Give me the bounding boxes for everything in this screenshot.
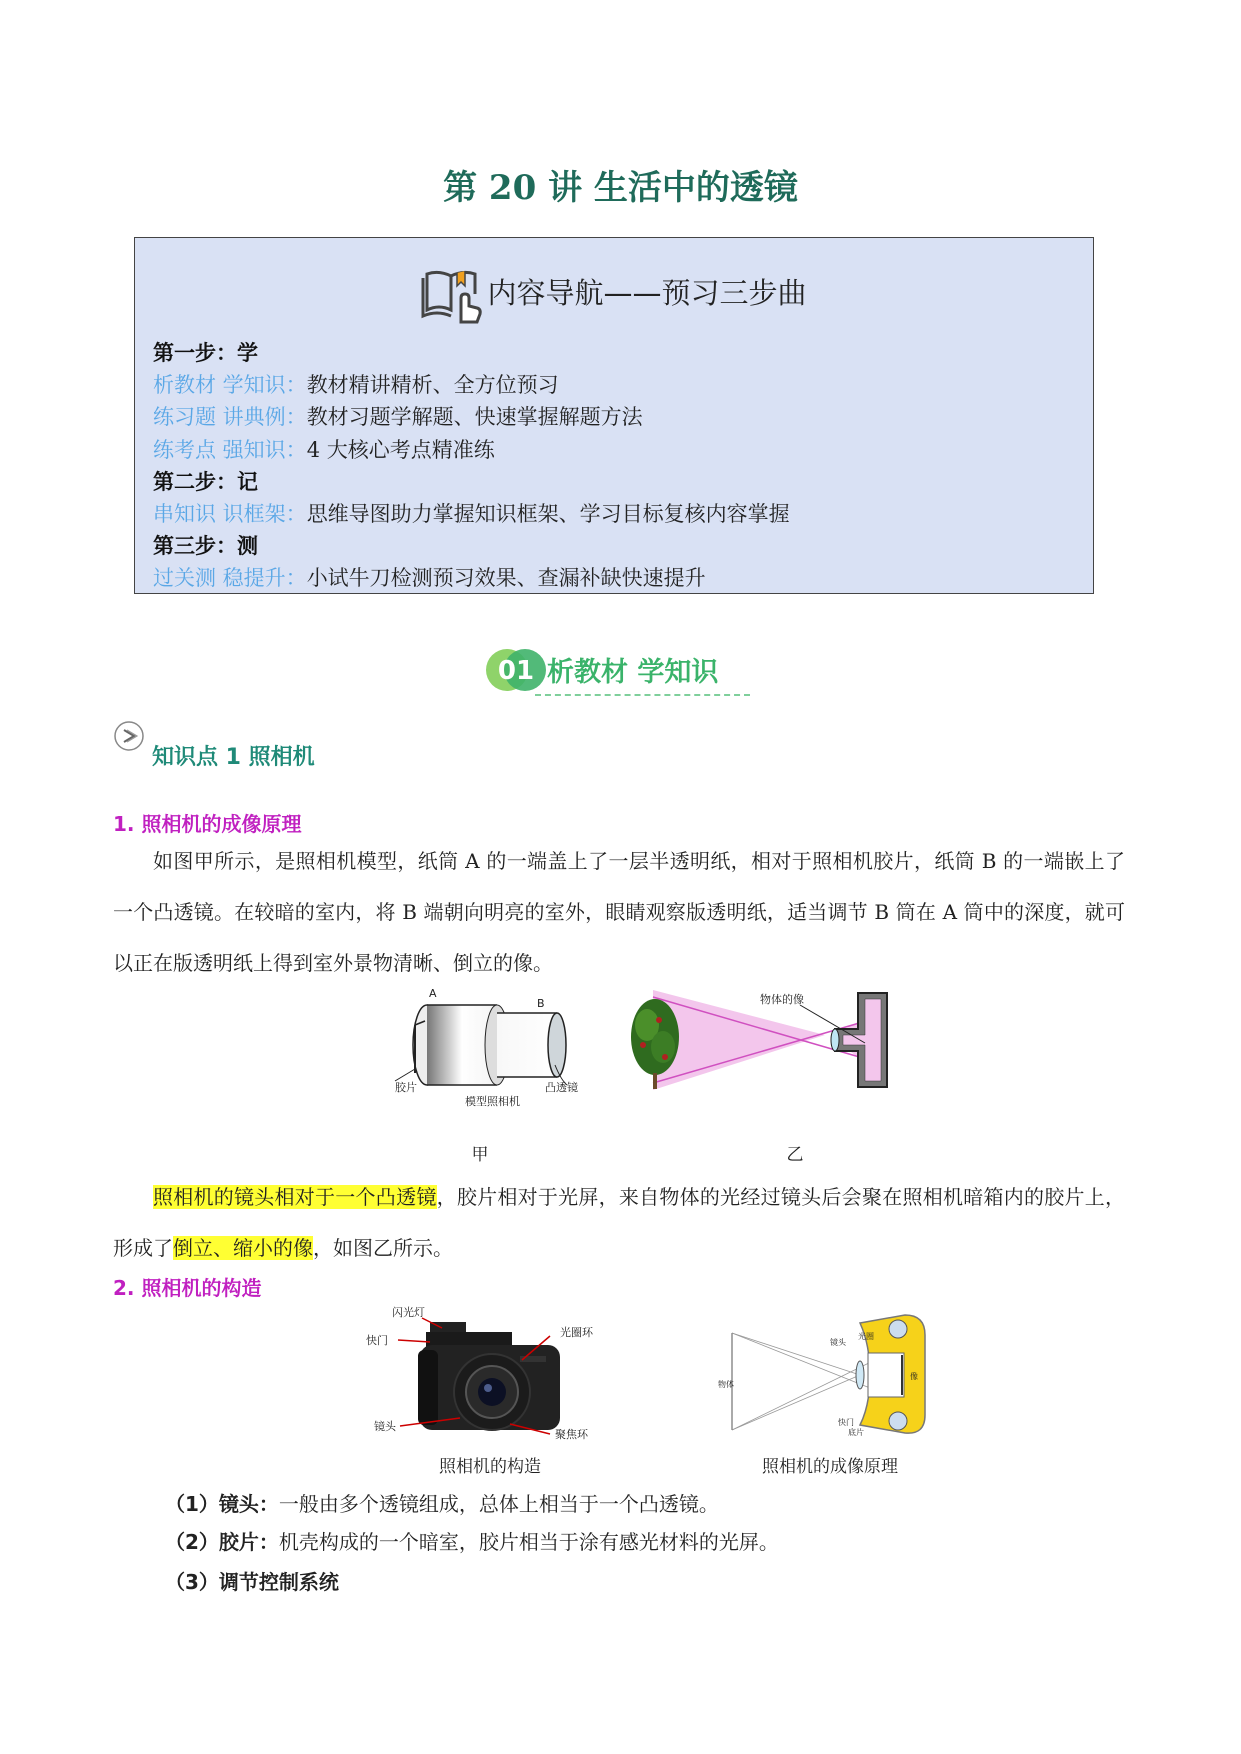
camera-structure-caption: 照相机的构造 [439,1457,541,1477]
item-label: （2）胶片： [165,1530,279,1554]
structure-item-3 [165,1566,339,1595]
fig-a-label-a: A [429,987,437,1000]
item-label: （1）镜头： [165,1492,279,1516]
camera-label-flash: 闪光灯 [392,1306,425,1319]
part2-heading: 2. 照相机的构造 [113,1276,262,1300]
item-text: 一般由多个透镜组成，总体上相当于一个凸透镜。 [278,1492,719,1516]
nav-step-text: 第一步：学 [153,341,258,365]
camera-diagram-figure [710,1305,940,1440]
section-number: 01 [497,656,535,686]
nav-line-item [153,564,706,592]
nav-line-key: 练习题 讲典例： [153,405,307,430]
structure-item-1 [165,1488,719,1517]
camera-diagram-caption: 照相机的成像原理 [762,1457,898,1477]
item-text: 机壳构成的一个暗室，胶片相当于涂有感光材料的光屏。 [278,1530,779,1554]
diagram-label-aperture: 光圈 [858,1332,874,1341]
structure-item-2 [165,1526,779,1555]
nav-line-key: 练考点 强知识： [153,437,307,462]
nav-line-desc: 小试牛刀检测预习效果、查漏补缺快速提升 [306,566,706,591]
part1-paragraph-2 [113,1172,1125,1274]
knowledge-point-title: 知识点 1 照相机 [152,745,315,770]
fig-b-caption: 乙 [786,1145,804,1165]
fig-a-label-b: B [537,997,545,1010]
nav-line-key: 过关测 稳提升： [153,566,307,591]
content-navigation-box [134,237,1094,594]
nav-step-text: 第三步：测 [153,534,258,559]
para2-end: ，如图乙所示。 [313,1236,453,1260]
section-badge-icon [485,648,547,692]
fig-a-label-film: 胶片 [395,1081,417,1094]
highlight-image: 倒立、缩小的像 [173,1236,313,1260]
diagram-label-object: 物体 [718,1380,734,1389]
highlight-lens: 照相机的镜头相对于一个凸透镜 [153,1185,437,1209]
nav-line-desc: 教材精讲精析、全方位预习 [306,373,559,398]
nav-line-key: 串知识 识框架： [153,502,307,526]
fig-a-caption: 甲 [471,1145,489,1165]
page-title: 第 20 讲 生活中的透镜 [443,168,798,208]
part1-paragraph: 如图甲所示，是照相机模型，纸筒 A 的一端盖上了一层半透明纸，相对于照相机胶片，纸筒 B 的一端嵌上了一个凸透镜。在较暗的室内，将 B 端朝向明亮的室外，眼睛观察版透明纸，适当调节 B 筒在 A 筒中的深度，就可以正在版透明纸上得到室外景物清晰、倒立的像。 [113,849,1125,975]
part1-heading: 1. 照相机的成像原理 [113,812,302,836]
nav-line-item [153,436,495,464]
diagram-label-image: 像 [910,1372,918,1381]
nav-step-heading [153,468,258,496]
nav-line-item [153,403,643,431]
nav-line-desc: 教材习题学解题、快速掌握解题方法 [306,405,643,430]
camera-label-aperture: 光圈环 [560,1326,593,1339]
fig-b-label-image: 物体的像 [760,993,804,1006]
book-pointer-icon [421,264,485,326]
nav-line-key: 析教材 学知识： [153,373,307,398]
camera-label-lens: 镜头 [374,1420,396,1433]
camera-structure-figure [360,1300,625,1445]
diagram-label-lens: 镜头 [830,1338,846,1347]
nav-step-heading [153,532,258,560]
fig-a-inner-caption: 模型照相机 [465,1095,520,1108]
nav-heading-text: 内容导航——预习三步曲 [487,276,807,310]
nav-step-heading [153,339,258,367]
nav-step-text: 第二步：记 [153,469,258,494]
fig-a-label-lens: 凸透镜 [545,1081,578,1094]
camera-imaging-figure [625,985,895,1095]
item-label: （3）调节控制系统 [165,1570,339,1594]
camera-label-shutter: 快门 [366,1334,388,1347]
model-camera-figure [385,985,600,1110]
nav-line-desc: 思维导图助力掌握知识框架、学习目标复核内容掌握 [306,502,790,526]
diagram-label-shutter: 快门 [838,1418,854,1427]
section-label: 析教材 学知识 [547,657,719,688]
nav-line-desc: 4 大核心考点精准练 [306,437,495,462]
nav-line-item [153,500,790,528]
nav-heading [135,264,1093,326]
camera-label-focus: 聚焦环 [555,1428,588,1441]
nav-line-item [153,371,559,399]
section-underline [535,694,750,696]
para2-middle: ，胶片相对于光屏，来自物体的光经过镜头后会聚在照相机暗箱内的胶片上，形成了 [113,1185,1126,1260]
diagram-label-film: 底片 [848,1428,864,1437]
arrow-circle-icon [113,720,145,752]
